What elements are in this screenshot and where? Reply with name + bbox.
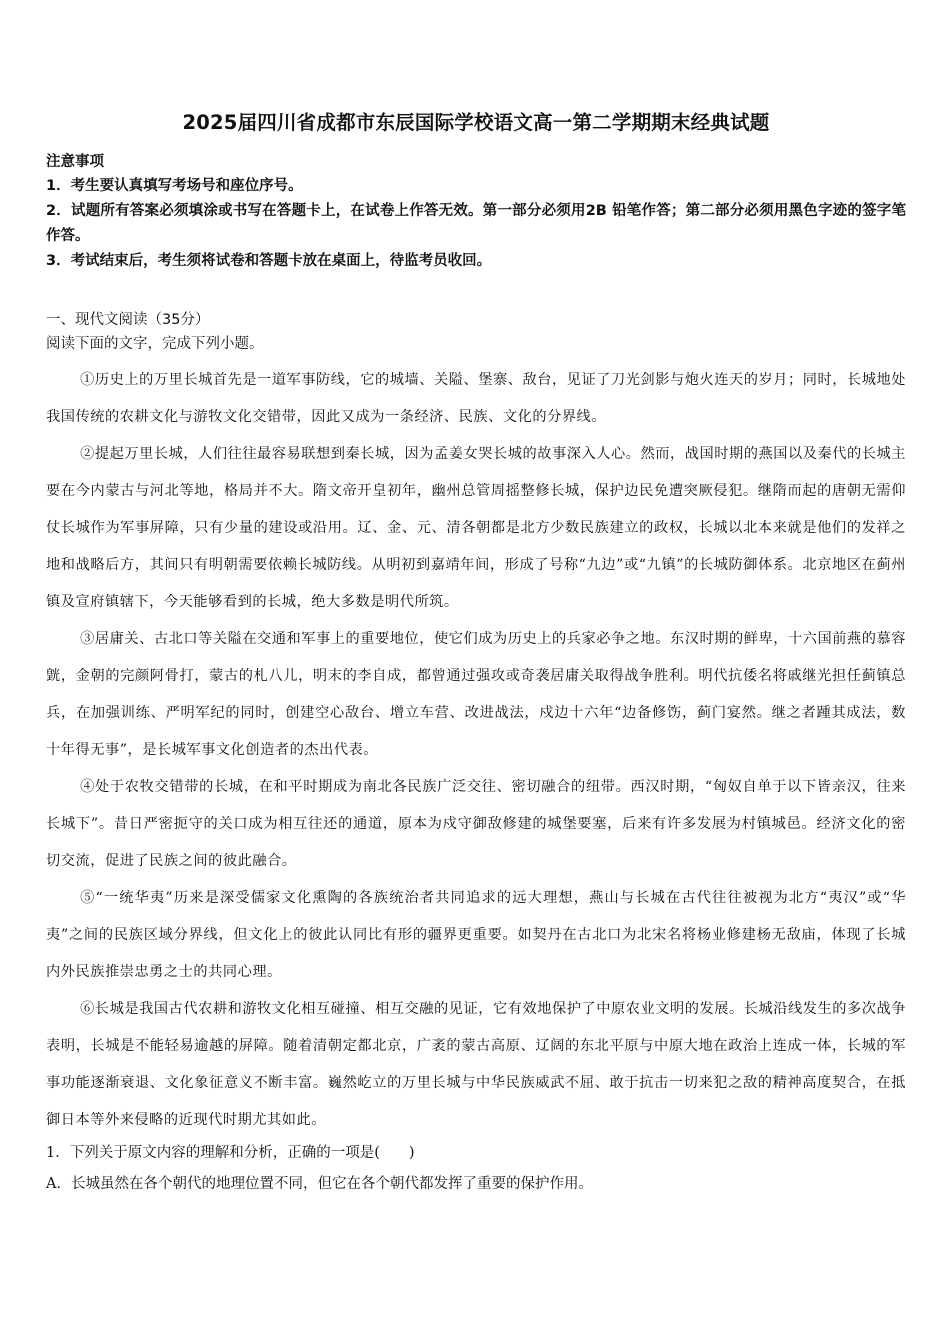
passage-paragraph-3: ③居庸关、古北口等关隘在交通和军事上的重要地位，使它们成为历史上的兵家必争之地。东汉时期的鲜卑，十六国前燕的慕容皝，金朝的完颜阿骨打，蒙古的札八儿，明末的李自成，都曾通过强攻或奇袭居庸关取得战争胜利。明代抗倭名将戚继光担任蓟镇总兵，在加强训练、严明军纪的同时，创建空心敌台、增立车营、改进战法，戍边十六年“边备修饬，蓟门宴然。继之者踵其成法，数十年得无事”，是长城军事文化创造者的杰出代表。 <box>46 631 906 758</box>
passage-paragraph-6: ⑥长城是我国古代农耕和游牧文化相互碰撞、相互交融的见证，它有效地保护了中原农业文明的发展。长城沿线发生的多次战争表明，长城是不能轻易逾越的屏障。随着清朝定都北京，广袤的蒙古高原、辽阔的东北平原与中原大地在政治上连成一体，长城的军事功能逐渐衰退、文化象征意义不断丰富。巍然屹立的万里长城与中华民族威武不屈、敢于抗击一切来犯之敌的精神高度契合，在抵御日本等外来侵略的近现代时期尤其如此。 <box>46 1001 906 1128</box>
notice-list <box>46 174 906 274</box>
exam-title: 2025届四川省成都市东辰国际学校语文高一第二学期期末经典试题 <box>182 111 770 134</box>
question-1 <box>46 1139 906 1201</box>
notice-item: 2．试题所有答案必须填涂或书写在答题卡上，在试卷上作答无效。第一部分必须用2B 铅笔作答；第二部分必须用黑色字迹的签字笔作答。 <box>46 203 906 244</box>
passage-paragraph-2: ②提起万里长城，人们往往最容易联想到秦长城，因为孟姜女哭长城的故事深入人心。然而，战国时期的燕国以及秦代的长城主要在今内蒙古与河北等地，格局并不大。隋文帝开皇初年，幽州总管周摇整修长城，保护边民免遭突厥侵犯。继隋而起的唐朝无需仰仗长城作为军事屏障，只有少量的建设或沿用。辽、金、元、清各朝都是北方少数民族建立的政权，长城以北本来就是他们的发祥之地和战略后方，其间只有明朝需要依赖长城防线。从明初到嘉靖年间，形成了号称“九边”或“九镇”的长城防御体系。北京地区在蓟州镇及宣府镇辖下，今天能够看到的长城，绝大多数是明代所筑。 <box>46 446 906 610</box>
reading-section <box>46 308 906 1139</box>
passage-paragraph-5: ⑤“一统华夷”历来是深受儒家文化熏陶的各族统治者共同追求的远大理想，燕山与长城在古代往往被视为北方“夷汉”或“华夷”之间的民族区域分界线，但文化上的彼此认同比有形的疆界更重要。如契丹在古北口为北宋名将杨业修建杨无敌庙，体现了长城内外民族推崇忠勇之士的共同心理。 <box>46 890 906 980</box>
section-heading: 一、现代文阅读（35分） <box>46 312 210 328</box>
notice-section <box>46 150 906 274</box>
notice-item: 3．考试结束后，考生须将试卷和答题卡放在桌面上，待监考员收回。 <box>46 253 492 269</box>
question-option-a: A．长城虽然在各个朝代的地理位置不同，但它在各个朝代都发挥了重要的保护作用。 <box>46 1176 593 1192</box>
notice-item: 1．考生要认真填写考场号和座位序号。 <box>46 178 303 194</box>
section-instruction: 阅读下面的文字，完成下列小题。 <box>46 336 264 352</box>
passage-paragraph-4: ④处于农牧交错带的长城，在和平时期成为南北各民族广泛交往、密切融合的纽带。西汉时期，“匈奴自单于以下皆亲汉，往来长城下”。昔日严密扼守的关口成为相互往还的通道，原本为戍守御敌修建的城堡要塞，后来有许多发展为村镇城邑。经济文化的密切交流，促进了民族之间的彼此融合。 <box>46 779 906 869</box>
question-stem: 1．下列关于原文内容的理解和分析，正确的一项是( ) <box>46 1145 415 1161</box>
notice-heading: 注意事项 <box>46 154 104 170</box>
passage-paragraph-1: ①历史上的万里长城首先是一道军事防线，它的城墙、关隘、堡寨、敌台，见证了刀光剑影与炮火连天的岁月；同时，长城地处我国传统的农耕文化与游牧文化交错带，因此又成为一条经济、民族、文化的分界线。 <box>46 372 906 425</box>
